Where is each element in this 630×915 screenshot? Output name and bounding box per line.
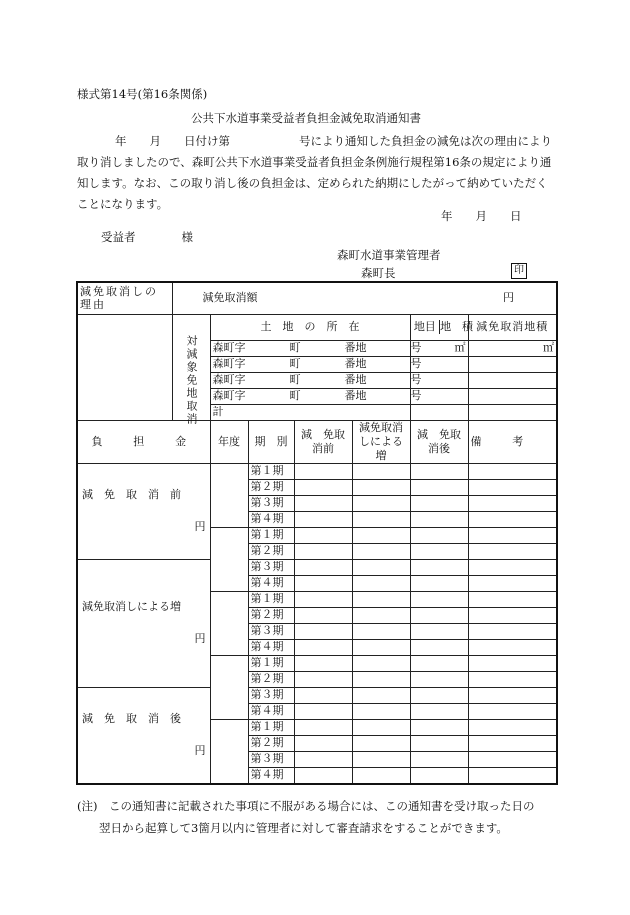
period-label: 第４期 bbox=[248, 511, 294, 527]
burden-group-cell bbox=[77, 463, 210, 559]
reduced-area-header: 減免取消地積 bbox=[468, 314, 557, 340]
before-value bbox=[294, 559, 352, 575]
period-label: 第４期 bbox=[248, 575, 294, 591]
area-cell-1: ㎡ bbox=[410, 340, 468, 356]
period-label: 第２期 bbox=[248, 607, 294, 623]
period-label: 第２期 bbox=[248, 543, 294, 559]
before-value bbox=[294, 575, 352, 591]
date-line: 年 月 日 bbox=[441, 209, 522, 223]
reason-label: 減免取消しの理由 bbox=[80, 285, 158, 312]
period-label: 第３期 bbox=[248, 559, 294, 575]
after-value bbox=[410, 655, 468, 671]
year-cell bbox=[210, 655, 248, 719]
remarks-value bbox=[468, 655, 557, 671]
before-value bbox=[294, 479, 352, 495]
seal-mark: 印 bbox=[511, 263, 527, 279]
amount-label: 減免取消額 bbox=[202, 291, 258, 305]
type-area-header bbox=[410, 314, 474, 340]
issuer-organization: 森町水道事業管理者 bbox=[337, 248, 441, 262]
period-label: 第４期 bbox=[248, 767, 294, 784]
increase-value bbox=[352, 527, 410, 543]
increase-value bbox=[352, 703, 410, 719]
burden-header: 負 担 金 bbox=[77, 420, 210, 463]
burden-group-label: 減 免 取 消 前 bbox=[82, 488, 181, 501]
burden-group-yen: 円 bbox=[194, 744, 206, 757]
before-value bbox=[294, 639, 352, 655]
before-value bbox=[294, 463, 352, 479]
note-text-1: この通知書に記載された事項に不服がある場合には、この通知書を受け取った日の bbox=[108, 799, 535, 813]
period-label: 第２期 bbox=[248, 479, 294, 495]
remarks-value bbox=[468, 559, 557, 575]
after-value bbox=[410, 767, 468, 784]
period-label: 第３期 bbox=[248, 623, 294, 639]
period-label: 第１期 bbox=[248, 463, 294, 479]
remarks-value bbox=[468, 495, 557, 511]
increase-value bbox=[352, 735, 410, 751]
total-area bbox=[410, 404, 468, 420]
after-value bbox=[410, 575, 468, 591]
period-row bbox=[77, 463, 557, 479]
after-value bbox=[410, 527, 468, 543]
before-value bbox=[294, 495, 352, 511]
remarks-value bbox=[468, 735, 557, 751]
before-value bbox=[294, 511, 352, 527]
burden-group-cell bbox=[77, 559, 210, 687]
location-header: 土 地 の 所 在 bbox=[210, 314, 410, 340]
remarks-value bbox=[468, 639, 557, 655]
year-header: 年度 bbox=[210, 420, 248, 463]
burden-group-yen: 円 bbox=[194, 520, 206, 533]
after-value bbox=[410, 639, 468, 655]
increase-value bbox=[352, 639, 410, 655]
reduced-area-cell-4 bbox=[468, 388, 557, 404]
remarks-value bbox=[468, 575, 557, 591]
period-label: 第１期 bbox=[248, 527, 294, 543]
reduced-area-cell-2 bbox=[468, 356, 557, 372]
area-header: 地 積 bbox=[440, 320, 474, 333]
increase-header: 減免取消しによる増 bbox=[352, 420, 410, 463]
after-value bbox=[410, 543, 468, 559]
period-label: 第１期 bbox=[248, 719, 294, 735]
before-value bbox=[294, 591, 352, 607]
remarks-value bbox=[468, 671, 557, 687]
amount-cell bbox=[172, 282, 557, 314]
before-value bbox=[294, 623, 352, 639]
remarks-value bbox=[468, 719, 557, 735]
increase-value bbox=[352, 591, 410, 607]
increase-value bbox=[352, 463, 410, 479]
target-label: 対減象免地取消 bbox=[185, 335, 198, 426]
period-label: 第３期 bbox=[248, 687, 294, 703]
burden-group-cell bbox=[77, 687, 210, 784]
period-rows bbox=[77, 463, 557, 784]
land-row-1: 森町字 町 番地 号 bbox=[210, 340, 410, 356]
remarks-value bbox=[468, 607, 557, 623]
note-text-2: 翌日から起算して3箇月以内に管理者に対して審査請求をすることができます。 bbox=[99, 821, 508, 835]
period-label: 第２期 bbox=[248, 735, 294, 751]
recipient-line: 受益者 様 bbox=[101, 230, 193, 244]
issuer-name: 森町長 bbox=[361, 266, 396, 280]
period-row bbox=[77, 559, 557, 575]
burden-group-label: 減 免 取 消 後 bbox=[82, 712, 181, 725]
period-header: 期 別 bbox=[248, 420, 294, 463]
before-value bbox=[294, 751, 352, 767]
remarks-value bbox=[468, 623, 557, 639]
reduced-area-cell-3 bbox=[468, 372, 557, 388]
before-value bbox=[294, 767, 352, 784]
document-title: 公共下水道事業受益者負担金減免取消通知書 bbox=[191, 111, 421, 125]
reduced-area-cell-1: ㎡ bbox=[468, 340, 557, 356]
period-row bbox=[77, 687, 557, 703]
remarks-value bbox=[468, 463, 557, 479]
year-cell bbox=[210, 591, 248, 655]
before-value bbox=[294, 703, 352, 719]
after-value bbox=[410, 495, 468, 511]
land-row-2: 森町字 町 番地 号 bbox=[210, 356, 410, 372]
increase-value bbox=[352, 511, 410, 527]
reason-blank bbox=[77, 314, 172, 420]
increase-value bbox=[352, 559, 410, 575]
after-value bbox=[410, 751, 468, 767]
increase-value bbox=[352, 607, 410, 623]
after-value bbox=[410, 479, 468, 495]
year-cell bbox=[210, 719, 248, 784]
increase-value bbox=[352, 623, 410, 639]
period-label: 第４期 bbox=[248, 703, 294, 719]
increase-value bbox=[352, 671, 410, 687]
before-value bbox=[294, 655, 352, 671]
after-value bbox=[410, 735, 468, 751]
burden-group-yen: 円 bbox=[194, 632, 206, 645]
period-label: 第３期 bbox=[248, 751, 294, 767]
after-value bbox=[410, 671, 468, 687]
after-value bbox=[410, 687, 468, 703]
land-type-header: 地目 bbox=[413, 320, 436, 333]
note-label: (注) bbox=[77, 799, 98, 813]
increase-value bbox=[352, 543, 410, 559]
increase-value bbox=[352, 495, 410, 511]
remarks-value bbox=[468, 511, 557, 527]
increase-value bbox=[352, 751, 410, 767]
reason-label-cell bbox=[77, 282, 172, 314]
increase-value bbox=[352, 687, 410, 703]
remarks-value bbox=[468, 479, 557, 495]
after-value bbox=[410, 463, 468, 479]
before-value bbox=[294, 735, 352, 751]
body-paragraph bbox=[77, 131, 555, 215]
burden-group-label: 減免取消しによる増 bbox=[82, 600, 181, 613]
form-number: 様式第14号(第16条関係) bbox=[77, 87, 208, 101]
amount-yen: 円 bbox=[503, 291, 515, 305]
after-value bbox=[410, 511, 468, 527]
increase-value bbox=[352, 479, 410, 495]
before-value bbox=[294, 671, 352, 687]
total-label: 計 bbox=[210, 404, 410, 420]
before-header: 減 免取消前 bbox=[294, 420, 352, 463]
before-value bbox=[294, 719, 352, 735]
period-label: 第３期 bbox=[248, 495, 294, 511]
total-reduced-area bbox=[468, 404, 557, 420]
increase-value bbox=[352, 655, 410, 671]
remarks-value bbox=[468, 591, 557, 607]
remarks-value bbox=[468, 543, 557, 559]
after-value bbox=[410, 719, 468, 735]
before-value bbox=[294, 687, 352, 703]
period-label: 第４期 bbox=[248, 639, 294, 655]
after-value bbox=[410, 607, 468, 623]
notice-table bbox=[76, 281, 558, 785]
period-label: 第１期 bbox=[248, 591, 294, 607]
land-row-3: 森町字 町 番地 号 bbox=[210, 372, 410, 388]
year-cell bbox=[210, 527, 248, 591]
increase-value bbox=[352, 767, 410, 784]
remarks-value bbox=[468, 687, 557, 703]
remarks-value bbox=[468, 767, 557, 784]
body-text: 年 月 日付け第 号により通知した負担金の減免は次の理由により取り消しましたので、森町公共下水道事業受益者負担金条例施行規程第16条の規定により通知します。なお、この取り消し後の負担金は、定められた納期にしたがって納めていただくことになります。 bbox=[77, 134, 552, 211]
period-label: 第１期 bbox=[248, 655, 294, 671]
remarks-header: 備 考 bbox=[468, 420, 557, 463]
after-value bbox=[410, 623, 468, 639]
remarks-value bbox=[468, 703, 557, 719]
before-value bbox=[294, 527, 352, 543]
before-value bbox=[294, 607, 352, 623]
footnote bbox=[77, 795, 557, 839]
increase-value bbox=[352, 575, 410, 591]
after-value bbox=[410, 591, 468, 607]
period-label: 第２期 bbox=[248, 671, 294, 687]
remarks-value bbox=[468, 527, 557, 543]
remarks-value bbox=[468, 751, 557, 767]
after-header: 減 免取消後 bbox=[410, 420, 468, 463]
target-label-cell bbox=[172, 314, 210, 426]
land-row-4: 森町字 町 番地 号 bbox=[210, 388, 410, 404]
increase-value bbox=[352, 719, 410, 735]
after-value bbox=[410, 559, 468, 575]
year-cell bbox=[210, 463, 248, 527]
after-value bbox=[410, 703, 468, 719]
before-value bbox=[294, 543, 352, 559]
